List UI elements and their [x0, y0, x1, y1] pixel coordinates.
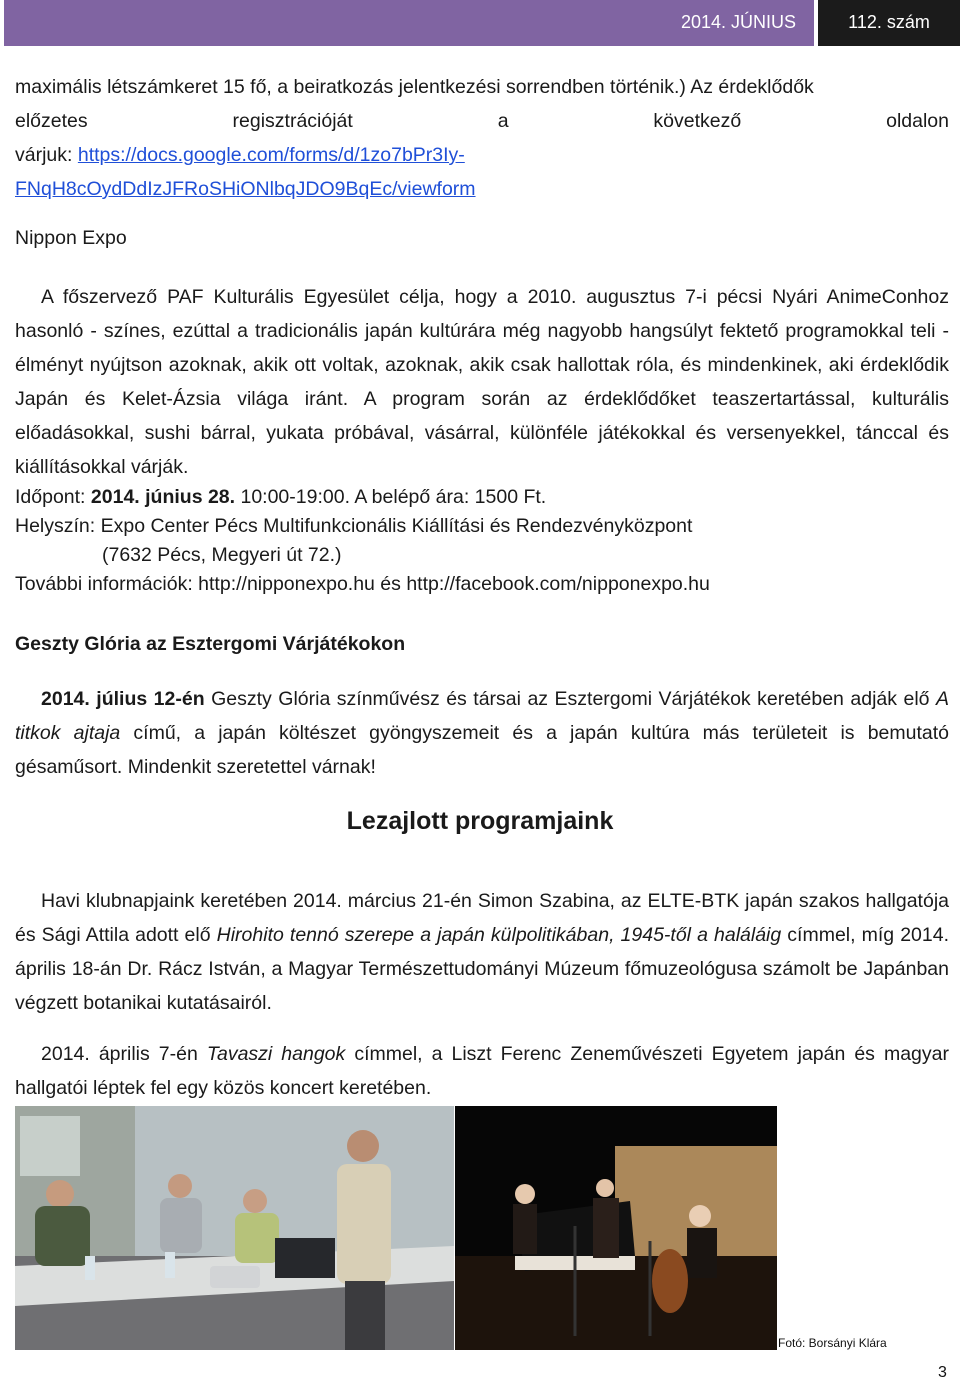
- registration-link-part1[interactable]: https://docs.google.com/forms/d/1zo7bPr3Iy-: [77, 144, 465, 166]
- geszty-text-2: című, a japán költészet gyöngyszemeit és a japán kultúra más területeit is bemutató gésaműsort. Mindenkit szeretettel várnak!: [15, 722, 949, 778]
- geszty-paragraph: [15, 682, 949, 784]
- club-days-lecture-title: Hirohito tennó szerepe a japán külpolitikában, 1945-től a haláláig: [216, 924, 782, 946]
- geszty-section: [15, 627, 949, 661]
- geszty-show-title: A titkok ajtaja: [15, 688, 950, 744]
- intro-line-1: maximális létszámkeret 15 fő, a beiratkozás jelentkezési sorrendben történik.) Az érdeklődők: [15, 76, 814, 98]
- nippon-expo-section: [15, 221, 949, 255]
- concert-text-b: címmel, a Liszt Ferenc Zeneművészeti Egyetem japán és magyar hallgatói léptek fel egy közös koncert keretében.: [15, 1043, 949, 1099]
- intro-line-4: [15, 172, 949, 206]
- geszty-body: [15, 682, 949, 784]
- nippon-expo-heading: Nippon Expo: [15, 227, 127, 249]
- club-days-text-a: Havi klubnapjaink keretében 2014. március 21-én Simon Szabina, az ELTE-BTK japán szakos hallgatója és Sági Attila adott elő: [15, 890, 949, 946]
- lecture-photo-drawing: [15, 1106, 454, 1350]
- club-days-text-b: címmel, míg 2014. április 18-án Dr. Rácz István, a Magyar Természettudományi Múzeum főmuzeológusa számolt be Japánban végzett botanikai kutatásairól.: [15, 924, 949, 1014]
- intro-line-3: [15, 138, 949, 172]
- page-number: 3: [938, 1364, 947, 1381]
- nippon-expo-paragraph: A főszervező PAF Kulturális Egyesület célja, hogy a 2010. augusztus 7-i pécsi Nyári AnimeConhoz hasonló - színes, ezúttal a tradicionális japán kultúrára még nagyobb hangsúlyt fektető programokkal teli - élményt nyújtson azoknak, akik ott voltak, azoknak, akik csak hallottak róla, és mindenkinek, aki érdeklődik Japán és Kelet-Ázsia világa iránt. A program során az érdeklődőket teaszertartással, kulturális előadásokkal, sushi bárral, yukata próbával, vásárral, különféle játékokkal és versenyekkel, tánccal és kiállításokkal várják.: [15, 286, 949, 478]
- concert-photo: [455, 1106, 777, 1350]
- concert-paragraph: [15, 1037, 949, 1105]
- past-programs-title: Lezajlott programjaink: [346, 807, 614, 835]
- past-programs-p2: [15, 1037, 949, 1105]
- concert-photo-drawing: [455, 1106, 777, 1350]
- past-programs-p1: [15, 884, 949, 1020]
- registration-link-part2[interactable]: FNqH8cOydDdIzJFRoSHiONlbqJDO9BqEc/viewform: [15, 178, 476, 200]
- geszty-text-1: Geszty Glória színművész és társai az Esztergomi Várjátékok keretében adják elő: [204, 688, 936, 710]
- header-issue-number: 112. szám: [848, 12, 930, 32]
- event-time-label: Időpont:: [15, 486, 91, 508]
- concert-title: Tavaszi hangok: [206, 1043, 346, 1065]
- event-date: 2014. június 28.: [90, 486, 236, 508]
- header-issue-box: [818, 0, 960, 46]
- concert-text-a: 2014. április 7-én: [41, 1043, 207, 1065]
- event-place-line: Helyszín: Expo Center Pécs Multifunkcionális Kiállítási és Rendezvényközpont: [15, 515, 693, 537]
- event-time-rest: 10:00-19:00. A belépő ára: 1500 Ft.: [235, 486, 547, 508]
- club-days-paragraph: [15, 884, 949, 1020]
- geszty-date: 2014. július 12-én: [41, 688, 205, 710]
- event-address-line: (7632 Pécs, Megyeri út 72.): [102, 544, 342, 566]
- nippon-expo-body: [15, 280, 949, 484]
- header-date: 2014. JÚNIUS: [680, 12, 796, 32]
- intro-line-2: előzetes regisztrációját a következő oldalon: [15, 110, 949, 132]
- header-date-bar: [4, 0, 814, 46]
- page-header: [4, 0, 960, 46]
- event-info-line: További információk: http://nipponexpo.hu és http://facebook.com/nipponexpo.hu: [15, 573, 710, 595]
- photo-credit: Fotó: Borsányi Klára: [778, 1336, 887, 1350]
- lecture-photo: [15, 1106, 454, 1350]
- geszty-heading: Geszty Glória az Esztergomi Várjátékokon: [15, 633, 406, 655]
- nippon-expo-details: [15, 483, 949, 599]
- intro-block: [15, 70, 949, 206]
- event-time-line: [15, 483, 949, 512]
- intro-line-3-prefix: várjuk:: [15, 144, 78, 166]
